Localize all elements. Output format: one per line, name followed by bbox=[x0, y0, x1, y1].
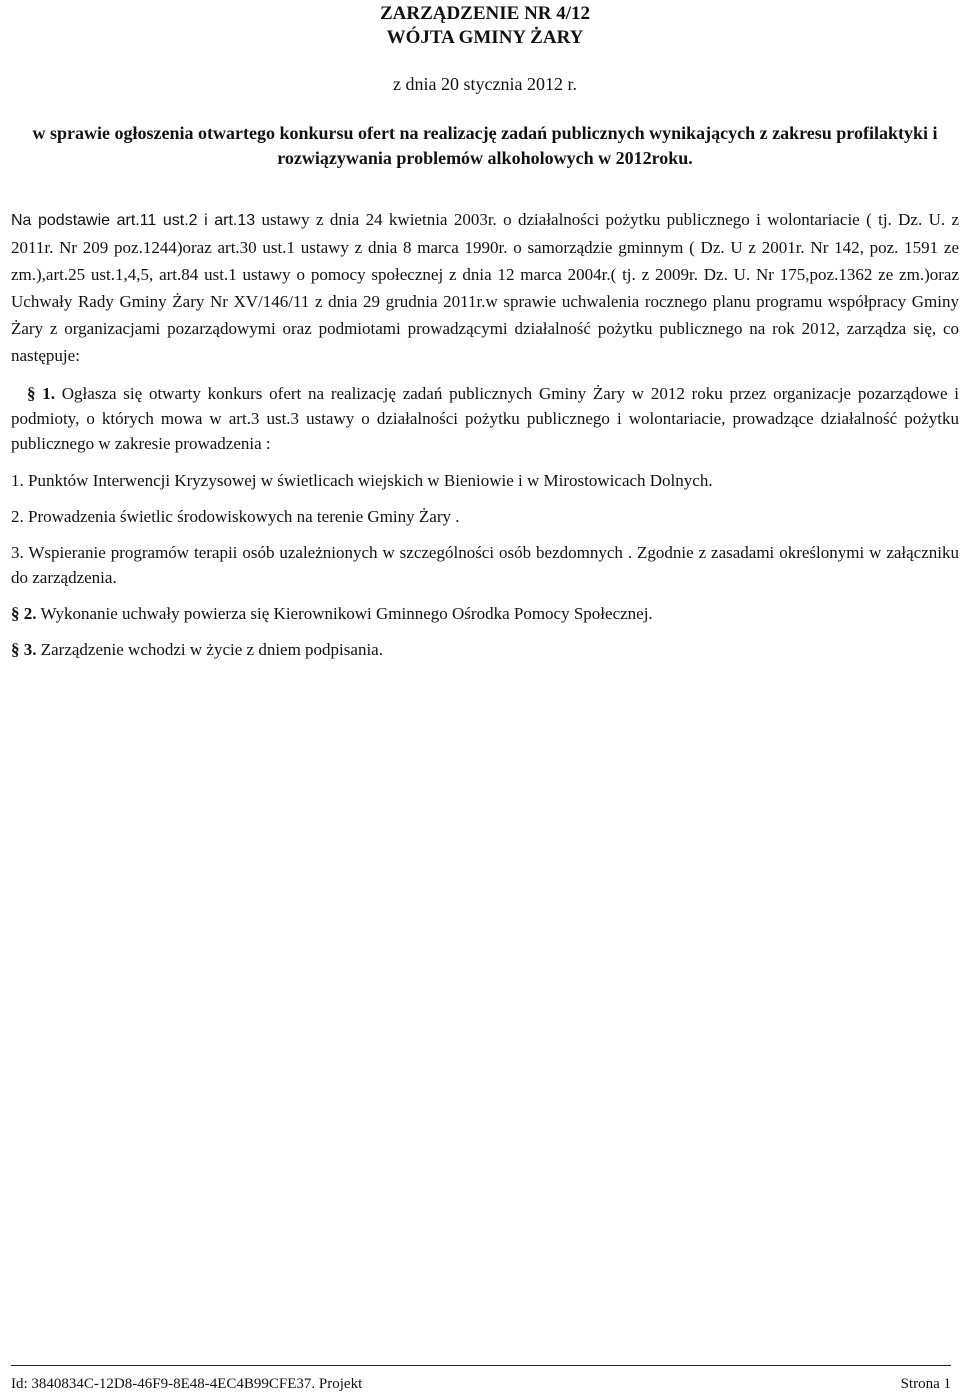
section-3-paragraph bbox=[11, 637, 959, 662]
section-3-text: Zarządzenie wchodzi w życie z dniem podpisania. bbox=[36, 640, 383, 659]
document-title bbox=[11, 2, 959, 50]
legal-basis-lead: Na podstawie art.11 ust.2 i art.13 bbox=[11, 212, 256, 229]
section-2-paragraph bbox=[11, 601, 959, 626]
legal-basis-paragraph bbox=[11, 206, 959, 369]
legal-basis-text: ustawy z dnia 24 kwietnia 2003r. o działalności pożytku publicznego i wolontariacie ( tj. Dz. U. z 2011r. Nr 209 poz.1244)oraz art.30 ust.1 ustawy z dnia 8 marca 1990r. o samorządzie gminnym ( Dz. U z 2001r. Nr 142, poz. 1591 ze zm.),art.25 ust.1,4,5, art.84 ust.1 ustawy o pomocy społecznej z dnia 12 marca 2004r.( tj. z 2009r. Dz. U. Nr 175,poz.1362 ze zm.)oraz Uchwały Rady Gminy Żary Nr XV/146/11 z dnia 29 grudnia 2011r.w sprawie uchwalenia rocznego planu programu współpracy Gminy Żary z organizacjami pozarządowymi oraz podmiotami prowadzącymi działalność pożytku publicznego na rok 2012, zarządza się, co następuje: bbox=[11, 210, 960, 365]
document-date: z dnia 20 stycznia 2012 r. bbox=[393, 74, 577, 94]
list-item: 2. Prowadzenia świetlic środowiskowych na terenie Gminy Żary . bbox=[11, 507, 460, 526]
title-line-2: WÓJTA GMINY ŻARY bbox=[386, 27, 584, 48]
list-item: 3. Wspieranie programów terapii osób uzależnionych w szczególności osób bezdomnych . Zgodnie z zasadami określonymi w załączniku do zarządzenia. bbox=[11, 543, 959, 587]
section-1-paragraph bbox=[11, 381, 959, 456]
document-page bbox=[11, 0, 959, 662]
list-item: 1. Punktów Interwencji Kryzysowej w świetlicach wiejskich w Bieniowie i w Mirostowicach Dolnych. bbox=[11, 471, 713, 490]
page-number: Strona 1 bbox=[900, 1376, 951, 1392]
section-2-mark: § 2. bbox=[11, 604, 37, 623]
document-subject: w sprawie ogłoszenia otwartego konkursu ofert na realizację zadań publicznych wynikających z zakresu profilaktyki i rozwiązywania problemów alkoholowych w 2012roku. bbox=[32, 123, 938, 168]
section-1-text: Ogłasza się otwarty konkurs ofert na realizację zadań publicznych Gminy Żary w 2012 roku przez organizacje pozarządowe i podmioty, o których mowa w art.3 ust.3 ustawy o działalności pożytku publicznego i wolontariacie, prowadzące działalność pożytku publicznego w zakresie prowadzenia : bbox=[11, 384, 960, 453]
section-1-mark: § 1. bbox=[27, 384, 56, 403]
section-3-mark: § 3. bbox=[11, 640, 37, 659]
section-2-text: Wykonanie uchwały powierza się Kierownikowi Gminnego Ośrodka Pomocy Społecznej. bbox=[36, 604, 653, 623]
title-line-1: ZARZĄDZENIE NR 4/12 bbox=[379, 3, 591, 24]
document-id: Id: 3840834C-12D8-46F9-8E48-4EC4B99CFE37. Projekt bbox=[11, 1376, 363, 1392]
page-footer bbox=[11, 1365, 951, 1393]
